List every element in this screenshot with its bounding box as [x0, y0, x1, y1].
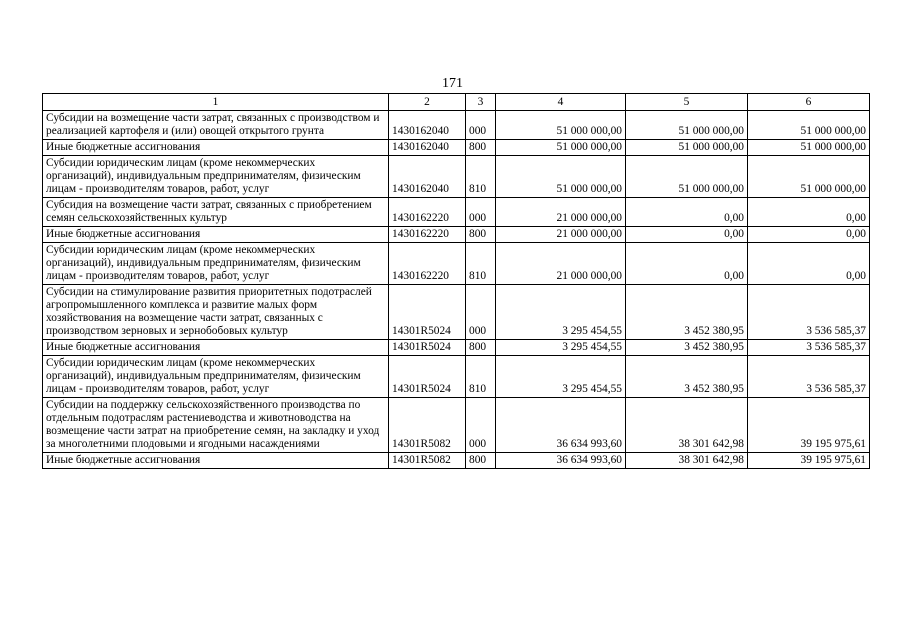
expense-type: 000	[466, 111, 496, 140]
amount-col4: 36 634 993,60	[496, 398, 626, 453]
amount-col4: 51 000 000,00	[496, 156, 626, 198]
amount-col4: 3 295 454,55	[496, 356, 626, 398]
table-row	[43, 356, 870, 398]
column-header: 6	[748, 94, 870, 111]
amount-col4: 51 000 000,00	[496, 140, 626, 156]
expense-name: Субсидии юридическим лицам (кроме некоммерческих организаций), индивидуальным предпринимателям, физическим лицам - производителям товаров, работ, услуг	[43, 243, 389, 285]
amount-col5: 0,00	[626, 227, 748, 243]
expense-name: Субсидии юридическим лицам (кроме некоммерческих организаций), индивидуальным предпринимателям, физическим лицам - производителям товаров, работ, услуг	[43, 356, 389, 398]
table-row	[43, 227, 870, 243]
amount-col6: 51 000 000,00	[748, 140, 870, 156]
amount-col5: 51 000 000,00	[626, 111, 748, 140]
amount-col6: 3 536 585,37	[748, 340, 870, 356]
expense-type: 800	[466, 140, 496, 156]
amount-col5: 38 301 642,98	[626, 453, 748, 469]
amount-col6: 3 536 585,37	[748, 356, 870, 398]
target-code: 14301R5024	[389, 285, 466, 340]
header-row	[43, 94, 870, 111]
expense-name: Субсидии на поддержку сельскохозяйственного производства по отдельным подотраслям растениеводства и животноводства на возмещение части затрат на приобретение семян, на закладку и уход за многолетними плодовыми и ягодными насаждениями	[43, 398, 389, 453]
budget-table	[42, 93, 870, 469]
amount-col4: 21 000 000,00	[496, 243, 626, 285]
target-code: 14301R5024	[389, 356, 466, 398]
expense-name: Иные бюджетные ассигнования	[43, 227, 389, 243]
table-row	[43, 398, 870, 453]
target-code: 14301R5024	[389, 340, 466, 356]
amount-col4: 21 000 000,00	[496, 227, 626, 243]
expense-name: Субсидия на возмещение части затрат, связанных с приобретением семян сельскохозяйственных культур	[43, 198, 389, 227]
expense-type: 800	[466, 227, 496, 243]
amount-col5: 3 452 380,95	[626, 285, 748, 340]
amount-col6: 39 195 975,61	[748, 453, 870, 469]
target-code: 1430162220	[389, 243, 466, 285]
amount-col6: 0,00	[748, 243, 870, 285]
amount-col6: 51 000 000,00	[748, 156, 870, 198]
column-header: 3	[466, 94, 496, 111]
expense-type: 000	[466, 285, 496, 340]
table-row	[43, 453, 870, 469]
expense-type: 810	[466, 356, 496, 398]
page-number: 171	[442, 76, 463, 91]
column-header: 1	[43, 94, 389, 111]
amount-col6: 3 536 585,37	[748, 285, 870, 340]
amount-col6: 51 000 000,00	[748, 111, 870, 140]
amount-col4: 3 295 454,55	[496, 285, 626, 340]
expense-name: Иные бюджетные ассигнования	[43, 140, 389, 156]
target-code: 1430162220	[389, 227, 466, 243]
amount-col5: 38 301 642,98	[626, 398, 748, 453]
expense-name: Иные бюджетные ассигнования	[43, 453, 389, 469]
expense-type: 000	[466, 398, 496, 453]
table-row	[43, 285, 870, 340]
expense-type: 000	[466, 198, 496, 227]
table-row	[43, 198, 870, 227]
amount-col5: 3 452 380,95	[626, 340, 748, 356]
amount-col4: 51 000 000,00	[496, 111, 626, 140]
column-header: 5	[626, 94, 748, 111]
expense-type: 800	[466, 453, 496, 469]
amount-col4: 3 295 454,55	[496, 340, 626, 356]
table-row	[43, 243, 870, 285]
column-header: 4	[496, 94, 626, 111]
amount-col5: 0,00	[626, 243, 748, 285]
table-row	[43, 156, 870, 198]
table-row	[43, 111, 870, 140]
amount-col6: 0,00	[748, 198, 870, 227]
amount-col5: 3 452 380,95	[626, 356, 748, 398]
amount-col6: 0,00	[748, 227, 870, 243]
target-code: 1430162040	[389, 140, 466, 156]
amount-col5: 51 000 000,00	[626, 156, 748, 198]
amount-col4: 21 000 000,00	[496, 198, 626, 227]
expense-name: Субсидии на стимулирование развития приоритетных подотраслей агропромышленного комплекса и развитие малых форм хозяйствования на возмещение части затрат, связанных с производством зерновых и зернобобовых культур	[43, 285, 389, 340]
column-header: 2	[389, 94, 466, 111]
table-row	[43, 340, 870, 356]
amount-col4: 36 634 993,60	[496, 453, 626, 469]
amount-col6: 39 195 975,61	[748, 398, 870, 453]
target-code: 1430162040	[389, 111, 466, 140]
expense-name: Субсидии юридическим лицам (кроме некоммерческих организаций), индивидуальным предпринимателям, физическим лицам - производителям товаров, работ, услуг	[43, 156, 389, 198]
expense-name: Субсидии на возмещение части затрат, связанных с производством и реализацией картофеля и (или) овощей открытого грунта	[43, 111, 389, 140]
target-code: 14301R5082	[389, 398, 466, 453]
amount-col5: 51 000 000,00	[626, 140, 748, 156]
expense-type: 800	[466, 340, 496, 356]
expense-name: Иные бюджетные ассигнования	[43, 340, 389, 356]
expense-type: 810	[466, 156, 496, 198]
expense-type: 810	[466, 243, 496, 285]
table-row	[43, 140, 870, 156]
amount-col5: 0,00	[626, 198, 748, 227]
target-code: 1430162040	[389, 156, 466, 198]
target-code: 14301R5082	[389, 453, 466, 469]
target-code: 1430162220	[389, 198, 466, 227]
